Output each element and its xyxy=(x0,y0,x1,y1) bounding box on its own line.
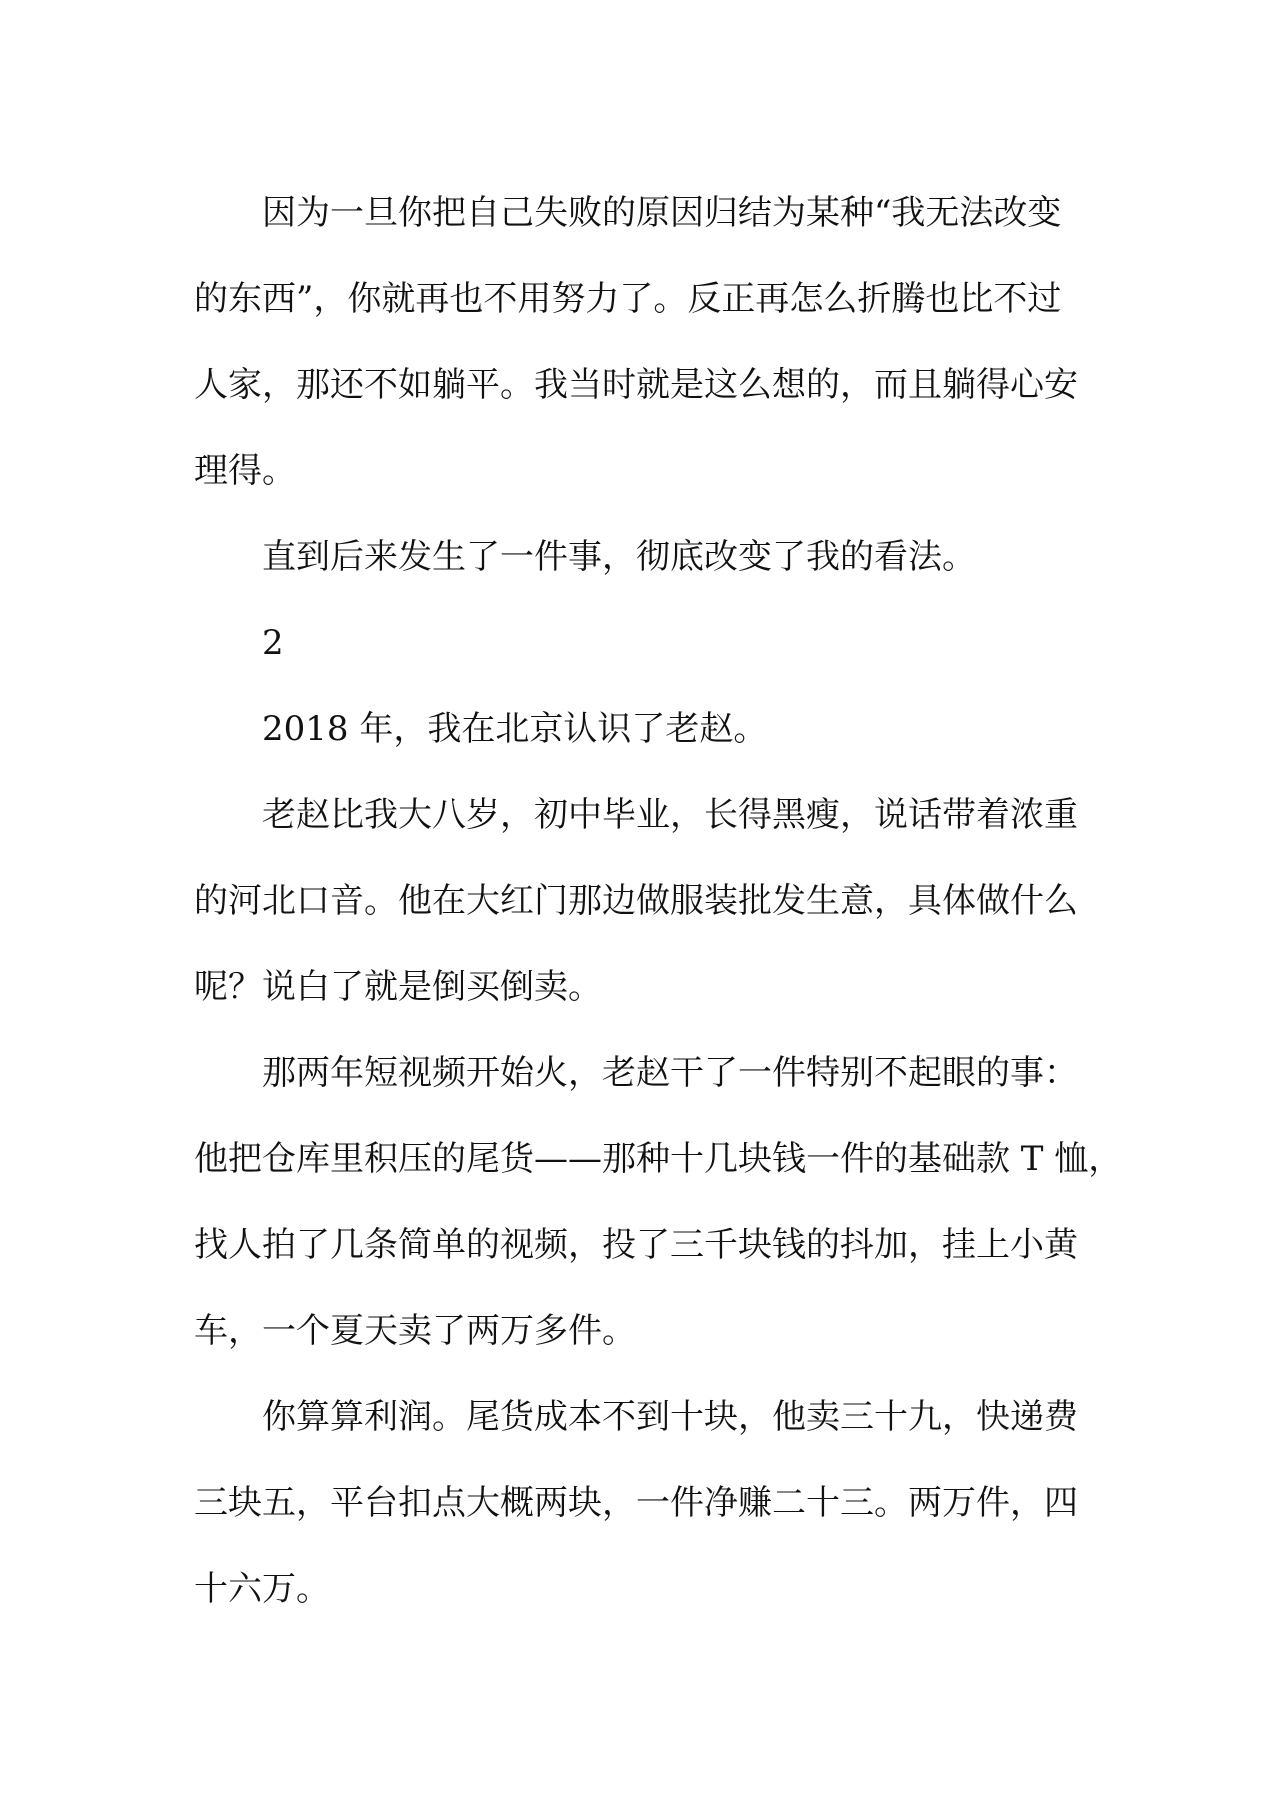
text-line: 车，一个夏天卖了两万多件。 xyxy=(194,1311,636,1351)
text-line: 你算算利润。尾货成本不到十块，他卖三十九，快递费 xyxy=(262,1397,1078,1437)
document-body xyxy=(194,170,1123,1632)
text-line: 找人拍了几条简单的视频，投了三千块钱的抖加，挂上小黄 xyxy=(194,1225,1078,1265)
text-line: 老赵比我大八岁，初中毕业，长得黑瘦，说话带着浓重 xyxy=(262,795,1078,835)
section-number: 2 xyxy=(262,623,284,663)
text-line: 十六万。 xyxy=(194,1569,330,1609)
text-line: 三块五，平台扣点大概两块，一件净赚二十三。两万件，四 xyxy=(194,1483,1078,1523)
paragraph xyxy=(194,686,1094,772)
paragraph xyxy=(194,1374,1094,1632)
text-line: 理得。 xyxy=(194,451,296,491)
text-line: 的河北口音。他在大红门那边做服装批发生意，具体做什么 xyxy=(194,881,1078,921)
paragraph xyxy=(194,514,1094,600)
text-line: 呢？说白了就是倒买倒卖。 xyxy=(194,967,602,1007)
paragraph xyxy=(194,170,1094,514)
text-line: 那两年短视频开始火，老赵干了一件特别不起眼的事： xyxy=(262,1053,1078,1093)
text-line: 他把仓库里积压的尾货——那种十几块钱一件的基础款 T 恤， xyxy=(194,1139,1123,1179)
text-line: 2018 年，我在北京认识了老赵。 xyxy=(262,709,768,749)
section-heading xyxy=(194,600,1094,686)
text-line: 的东西”，你就再也不用努力了。反正再怎么折腾也比不过 xyxy=(194,279,1062,319)
text-line: 直到后来发生了一件事，彻底改变了我的看法。 xyxy=(262,537,976,577)
paragraph xyxy=(194,772,1094,1030)
paragraph xyxy=(194,1030,1123,1374)
text-line: 因为一旦你把自己失败的原因归结为某种“我无法改变 xyxy=(262,193,1062,233)
text-line: 人家，那还不如躺平。我当时就是这么想的，而且躺得心安 xyxy=(194,365,1078,405)
